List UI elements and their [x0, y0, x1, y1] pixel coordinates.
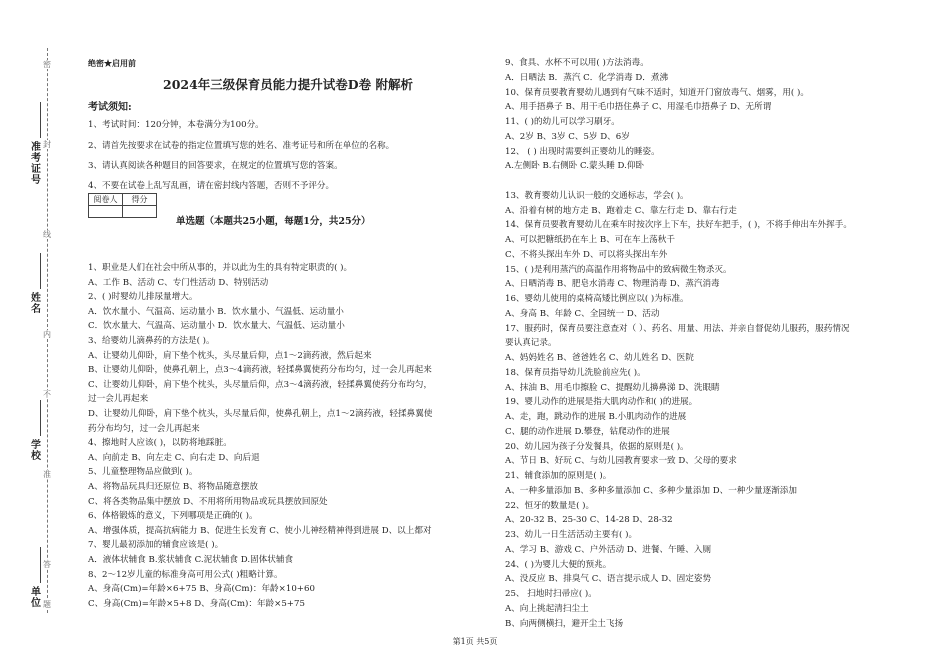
question-line: A．饮水量小、气温高、运动量小 B．饮水量小、气温低、运动量小 [88, 306, 344, 317]
question-line: A、节日 B、好玩 C、与幼儿园教育要求一致 D、父母的要求 [505, 456, 737, 467]
question-line: 5、儿童整理物品应做到( )。 [88, 467, 198, 478]
question-line: A、没反应 B、排臭气 C、语言提示成人 D、固定姿势 [505, 574, 712, 585]
binding-field-label: 准考证号 [31, 142, 41, 186]
question-line: A、工作 B、活动 C、专门性活动 D、特别活动 [88, 277, 269, 288]
binding-field-label: 单位 [31, 587, 41, 609]
page-title: 2024年三级保育员能力提升试卷D卷 附解析 [163, 77, 413, 92]
question-line: 25、 扫地时扫帚应( )。 [505, 589, 597, 599]
question-line: A、用手捂鼻子 B、用干毛巾捂住鼻子 C、用湿毛巾捂鼻子 D、无所谓 [505, 102, 772, 113]
seal-char: 准 [43, 470, 51, 479]
question-line: C、身高(Cm)=年龄×5+8 D、身高(Cm)：年龄×5+75 [88, 598, 305, 609]
binding-field-blank[interactable] [40, 102, 41, 138]
question-line: 14、保育员要教育婴幼儿在乘车时按次序上下车，扶好车把手，( )，不将手伸出车外挥手。 [505, 220, 852, 231]
question-line: A、妈妈姓名 B、爸爸姓名 C、幼儿姓名 D、医院 [505, 353, 694, 363]
seal-char: 内 [43, 330, 51, 339]
question-line: 6、体格锻炼的意义，下列哪项是正确的( )。 [88, 511, 258, 522]
question-line: A、日晒消毒 B、肥皂水消毒 C、物理消毒 D、蒸汽消毒 [505, 279, 720, 290]
binding-margin [0, 0, 62, 671]
question-line: A．液体状辅食 B.浆状辅食 C.泥状辅食 D.固体状辅食 [88, 555, 294, 565]
question-line: 2、( )时婴幼儿排尿量增大。 [88, 292, 198, 303]
secret-mark: 绝密★启用前 [88, 58, 136, 68]
binding-field-label: 学校 [31, 440, 41, 462]
question-line: A、走，跑，跳动作的进展 B.小肌肉动作的进展 [505, 412, 687, 422]
question-line: A、沿着有树的地方走 B、跑着走 C、靠左行走 D、靠右行走 [505, 205, 737, 216]
page-number: 第1页 共5页 [452, 637, 498, 646]
question-line: 过一会儿再起来 [88, 394, 149, 405]
notice-item: 3、请认真阅读各种题目的回答要求，在规定的位置填写您的答案。 [88, 161, 343, 171]
question-line: 19、婴儿动作的进展是指大肌肉动作和( )的进展。 [505, 397, 698, 408]
question-line: A、2岁 B、3岁 C、5岁 D、6岁 [505, 131, 630, 142]
question-line: A．日晒法 B．蒸汽 C．化学消毒 D．煮沸 [505, 72, 669, 83]
notice-item: 2、请首先按要求在试卷的指定位置填写您的姓名、准考证号和所在单位的名称。 [88, 141, 395, 151]
question-line: C．饮水量大、气温高、运动量小 D．饮水量大、气温低、运动量小 [88, 321, 345, 332]
question-line: B、向两侧横扫，避开尘土飞扬 [505, 618, 624, 629]
question-line: A、可以把糖纸扔在车上 B、可在车上荡秋千 [505, 235, 675, 245]
score-cell[interactable] [123, 206, 157, 218]
question-line: D、让婴幼儿仰卧，肩下垫个枕头，头尽量后仰，使鼻孔朝上，点1～2滴药液，轻揉鼻翼使 [88, 409, 433, 419]
question-line: 18、保育员指导幼儿洗脸前应先( )。 [505, 367, 646, 378]
question-line: 4、擦地时人应该( )，以防将地踩脏。 [88, 438, 232, 449]
question-line: B、让婴幼儿仰卧，使鼻孔朝上，点3～4滴药液，轻揉鼻翼使药分布均匀，过一会儿再起来 [88, 365, 432, 376]
binding-field-blank[interactable] [40, 547, 41, 583]
question-line: 11、( )的幼儿可以学习刷牙。 [505, 117, 620, 127]
question-line: A、让婴幼儿仰卧，肩下垫个枕头，头尽量后仰，点1～2滴药液，然后起来 [88, 350, 372, 361]
score-label: 得分 [123, 194, 157, 206]
question-line: 15、( )是利用蒸汽的高温作用将物品中的致病微生物杀灭。 [505, 264, 732, 275]
question-line: 7、婴儿最初添加的辅食应该是( )。 [88, 540, 224, 551]
question-line: A、抹油 B、用毛巾擦脸 C、提醒幼儿擤鼻涕 D、洗眼睛 [505, 382, 720, 393]
question-line: A、将物品玩具归还原位 B、将物品随意摆放 [88, 482, 258, 492]
binding-field-label: 姓名 [31, 293, 41, 315]
seal-char: 题 [43, 600, 51, 609]
question-line: C、将各类物品集中摆放 D、不用将所用物品或玩具摆放回原处 [88, 496, 328, 507]
binding-field-blank[interactable] [40, 253, 41, 289]
question-line: 16、婴幼儿使用的桌椅高矮比例应以( )为标准。 [505, 294, 689, 304]
question-line: A、一种多量添加 B、多种多量添加 C、多种少量添加 D、一种少量逐渐添加 [505, 485, 797, 496]
question-line: 10、保育员要教育婴幼儿遇到有气味不适时，知道开门窗放毒气、烟雾，用( )。 [505, 87, 809, 98]
question-line: 1、职业是人们在社会中所从事的，并以此为生的具有特定职责的( )。 [88, 263, 353, 273]
question-line: 17、服药时，保育员要注意查对（ ）、药名、用量、用法、并亲自督促幼儿服药，服药情况 [505, 323, 850, 334]
question-line: 药分布均匀，过一会儿再起来 [88, 423, 200, 434]
question-line: A、向上挑起清扫尘土 [505, 603, 589, 614]
question-line: C、让婴幼儿仰卧，肩下垫个枕头，头尽量后仰，点3～4滴药液，轻揉鼻翼使药分布均匀， [88, 379, 433, 390]
question-line: 24、( )为婴儿大便的预兆。 [505, 559, 612, 570]
question-line: 8、2～12岁儿童的标准身高可用公式( )粗略计算。 [88, 569, 283, 580]
question-line: 22、恒牙的数量是( )。 [505, 500, 595, 511]
question-line: A.左侧卧 B.右侧卧 C.蒙头睡 D.仰卧 [505, 161, 645, 172]
notice-item: 1、考试时间：120分钟，本卷满分为100分。 [88, 120, 264, 130]
seal-char: 答 [43, 560, 51, 569]
question-line: 21、辅食添加的原则是( )。 [505, 471, 612, 481]
question-line: C、不将头探出车外 D、可以将头探出车外 [505, 249, 668, 260]
score-table [88, 193, 157, 218]
section-heading: 单选题（本题共25小题，每题1分，共25分） [176, 216, 371, 227]
question-line: 20、幼儿园为孩子分发餐具，依据的原则是( )。 [505, 441, 689, 452]
question-line: A、学习 B、游戏 C、户外活动 D、进餐、午睡、入厕 [505, 544, 712, 555]
seal-char: 不 [43, 390, 51, 399]
question-line: 23、幼儿一日生活活动主要有( )。 [505, 530, 638, 540]
seal-char: 密 [43, 60, 51, 69]
binding-field-blank[interactable] [40, 400, 41, 436]
question-line: A、身高(Cm)=年龄×6+75 B、身高(Cm)：年龄×10+60 [88, 584, 315, 595]
question-line: A、身高 B、年龄 C、全园统一 D、活动 [505, 308, 660, 319]
question-line: A、20-32 B、25-30 C、14-28 D、28-32 [505, 515, 673, 526]
question-line: A、向前走 B、向左走 C、向右走 D、向后退 [88, 452, 260, 463]
question-line: 要认真记录。 [505, 338, 557, 349]
question-line: 13、教育婴幼儿认识一般的交通标志，学会( )。 [505, 190, 689, 201]
question-line: 3、给婴幼儿滴鼻药的方法是( )。 [88, 336, 215, 346]
question-line: 9、食具、水杯不可以用( )方法消毒。 [505, 58, 649, 68]
question-line: 12、 ( ) 出现时需要纠正婴幼儿的睡姿。 [505, 146, 660, 157]
question-line: C、腿的动作进展 D.攀登，钻爬动作的进展 [505, 426, 670, 437]
grader-cell[interactable] [89, 206, 123, 218]
notice-item: 4、不要在试卷上乱写乱画，请在密封线内答题，否则不予评分。 [88, 181, 335, 191]
grader-label: 阅卷人 [89, 194, 123, 206]
seal-char: 线 [43, 230, 51, 239]
notice-heading: 考试须知: [88, 102, 132, 113]
question-line: A、增强体质，提高抗病能力 B、促进生长发育 C、使小儿神经精神得到进展 D、以上都对 [88, 525, 432, 536]
seal-char: 封 [43, 140, 51, 149]
